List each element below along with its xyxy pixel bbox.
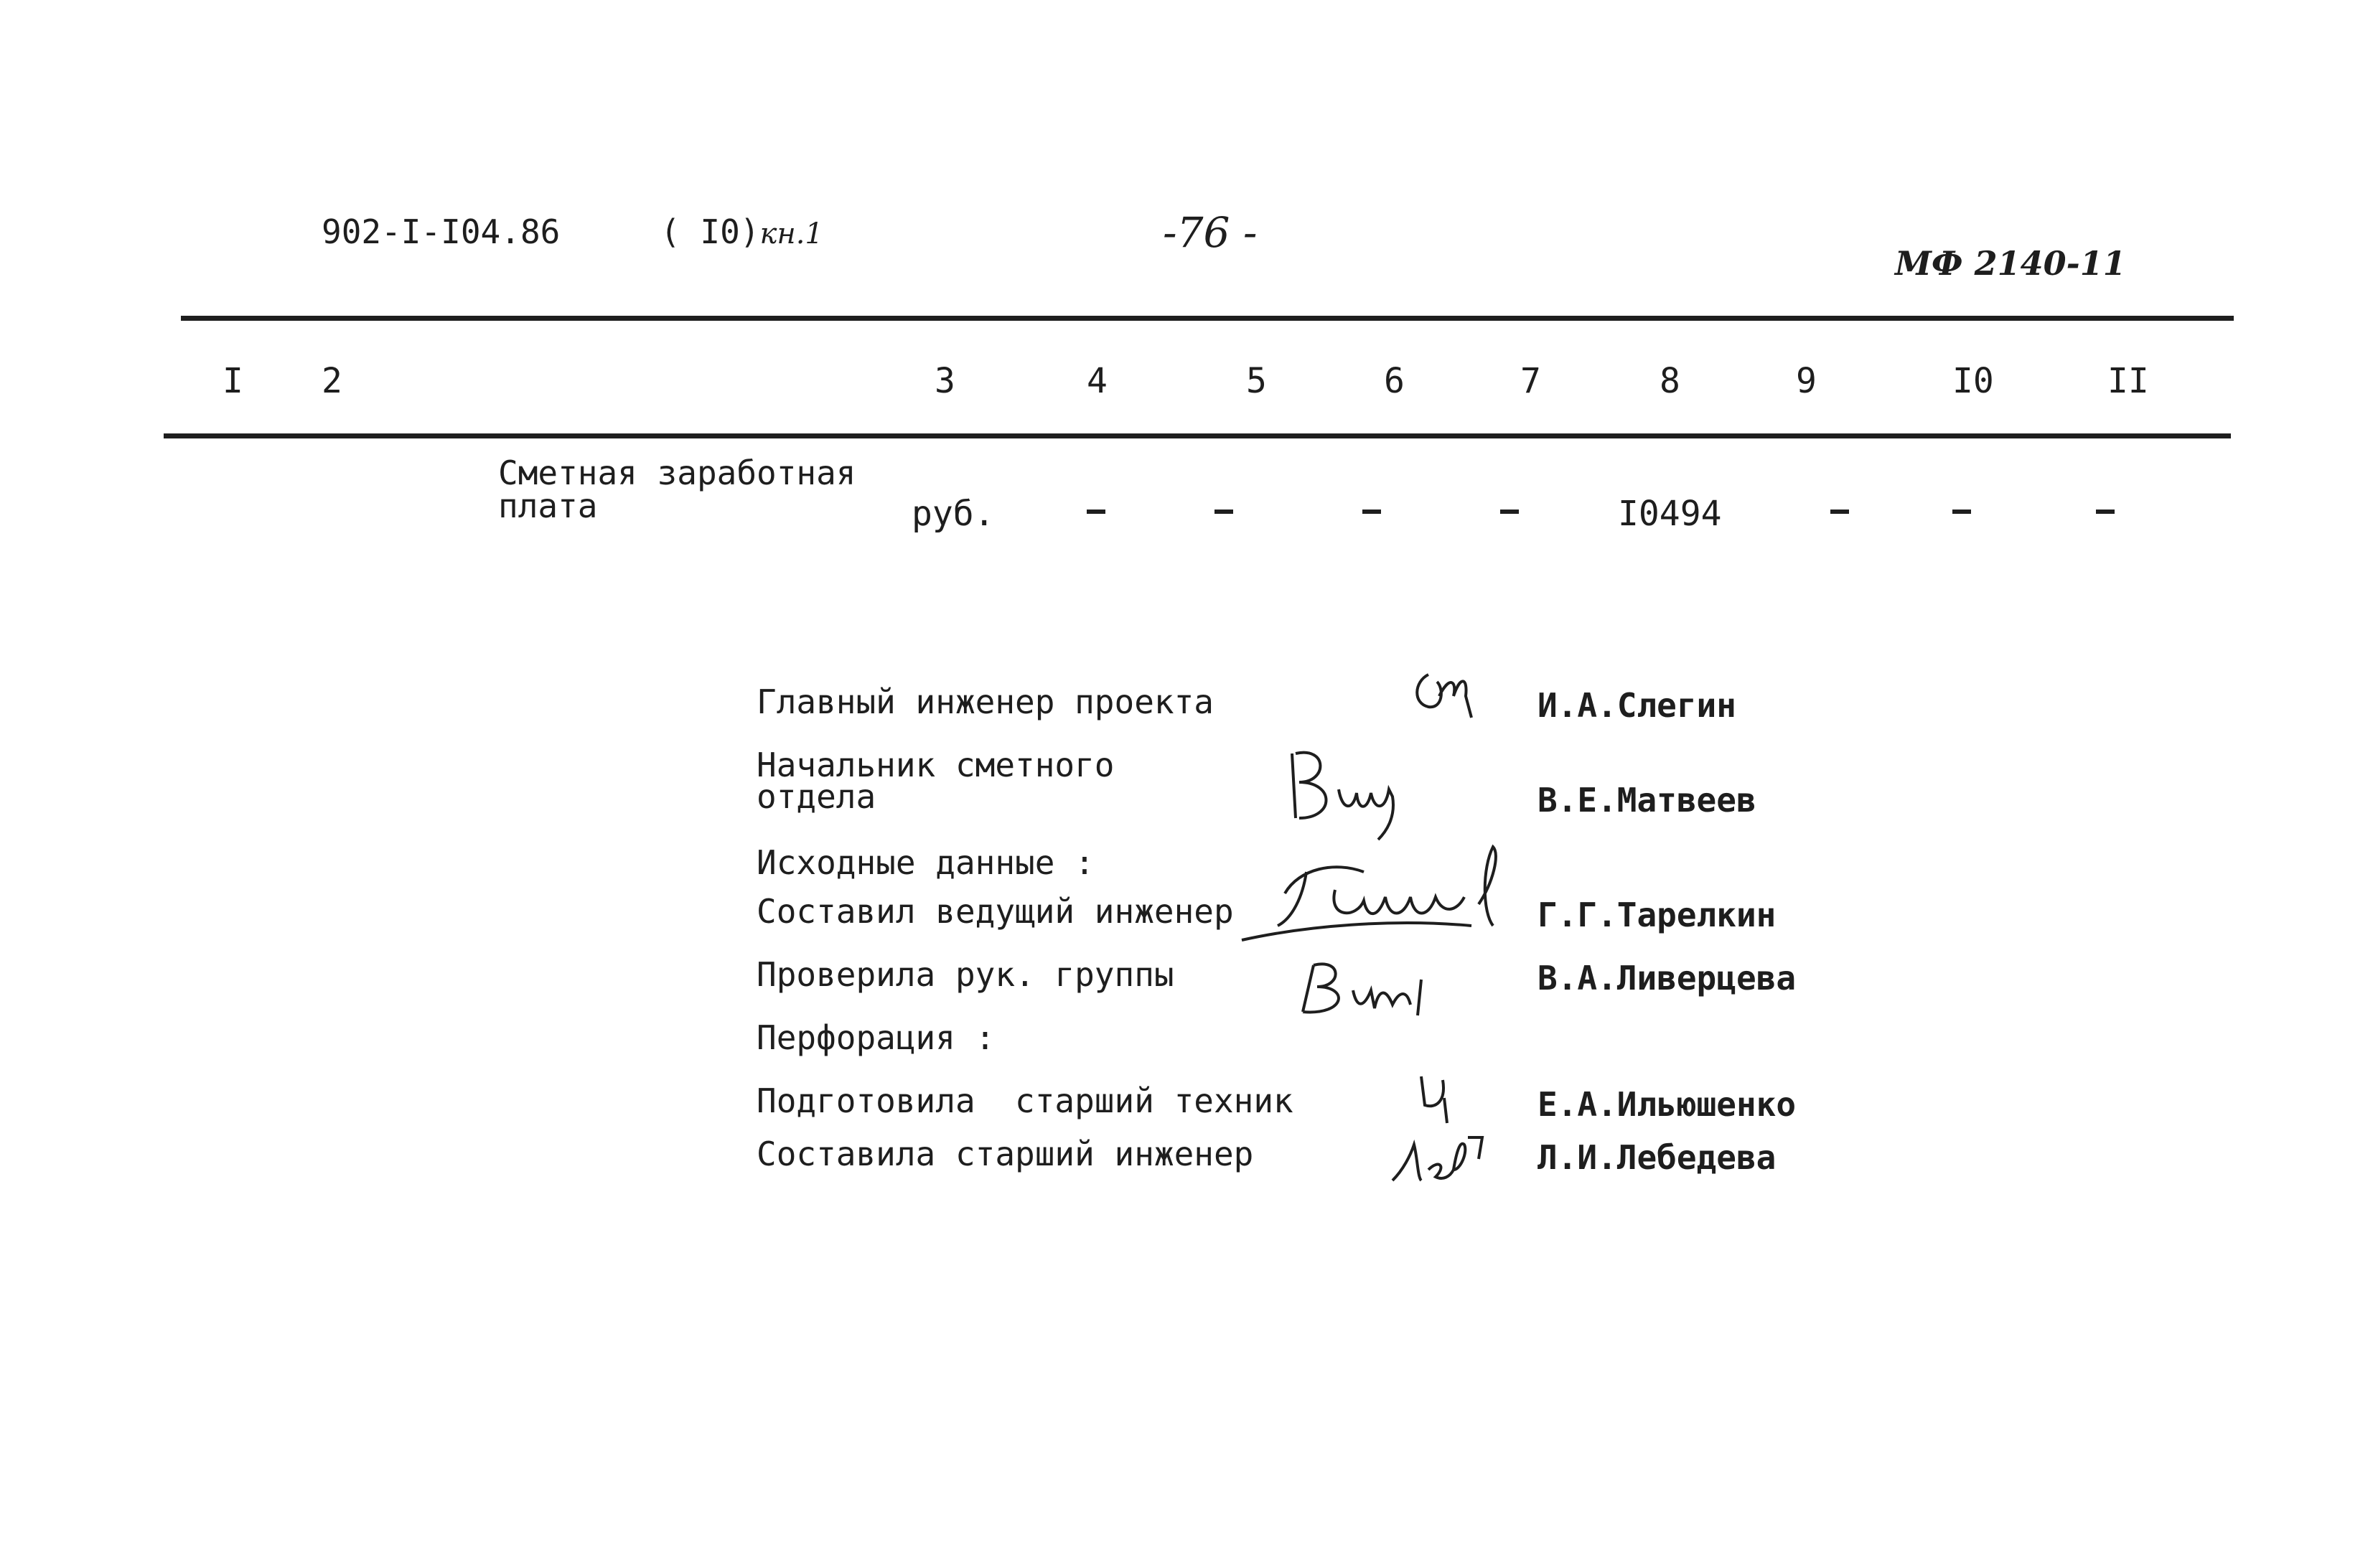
- column-header-3: 3: [935, 361, 955, 401]
- sig-role-senior-engineer: Составила старший инженер: [757, 1135, 1254, 1173]
- sig-role-estimate-head: [757, 746, 1115, 816]
- sig-role-estimate-head-line1: Начальник сметного: [757, 746, 1115, 784]
- sig-name-senior-engineer: Л.И.Лебедева: [1537, 1138, 1777, 1177]
- signature-mark-group-lead: [1292, 947, 1450, 1026]
- sig-section-source-data: Исходные данные :: [757, 843, 1095, 882]
- row-col4: [1087, 510, 1105, 514]
- sig-role-estimate-head-line2: отдела: [757, 777, 876, 816]
- archive-stamp: МФ 2140-11: [1895, 244, 2126, 283]
- document-code: 902-I-I04.86: [322, 212, 561, 251]
- column-header-6: 6: [1384, 361, 1405, 401]
- column-header-8: 8: [1660, 361, 1680, 401]
- signature-mark-estimate-head: [1270, 739, 1414, 847]
- column-header-9: 9: [1796, 361, 1817, 401]
- signature-mark-senior-technician: [1407, 1069, 1464, 1127]
- page-number: -76 -: [1163, 208, 1258, 257]
- row-col11: [2096, 510, 2115, 514]
- column-header-10: I0: [1952, 361, 1994, 401]
- sig-role-group-lead: Проверила рук. группы: [757, 955, 1174, 994]
- row-name-line1: Сметная заработная: [498, 454, 856, 492]
- volume-label: [660, 212, 823, 251]
- column-header-4: 4: [1087, 361, 1108, 401]
- sig-role-lead-engineer: Составил ведущий инженер: [757, 892, 1234, 931]
- signature-mark-senior-engineer: [1378, 1127, 1486, 1191]
- column-header-11: II: [2107, 361, 2149, 401]
- row-col7: [1500, 510, 1519, 514]
- signature-mark-lead-engineer: [1235, 840, 1536, 962]
- sig-section-perforation: Перфорация :: [757, 1018, 996, 1057]
- row-name-line2: плата: [498, 487, 598, 525]
- row-col5: [1214, 510, 1233, 514]
- table-row: [498, 454, 856, 525]
- sig-name-senior-technician: Е.А.Ильюшенко: [1537, 1085, 1797, 1124]
- volume-note: кн.1: [759, 217, 823, 250]
- row-col10: [1952, 510, 1971, 514]
- volume-number: ( I0): [660, 212, 760, 251]
- sig-name-chief-engineer: И.А.Слегин: [1537, 686, 1736, 725]
- table-header-rule: [164, 433, 2231, 438]
- column-header-2: 2: [322, 361, 342, 401]
- column-header-7: 7: [1520, 361, 1541, 401]
- column-header-5: 5: [1246, 361, 1267, 401]
- sig-name-lead-engineer: Г.Г.Тарелкин: [1537, 896, 1777, 934]
- row-col9: [1830, 510, 1849, 514]
- sig-role-senior-technician: Подготовила старший техник: [757, 1081, 1293, 1120]
- sig-role-chief-engineer: Главный инженер проекта: [757, 682, 1214, 721]
- row-unit: руб.: [912, 494, 995, 534]
- column-header-1: I: [223, 361, 243, 401]
- row-col8: I0494: [1618, 494, 1722, 534]
- sig-name-group-lead: В.А.Ливерцева: [1537, 959, 1797, 997]
- table-top-rule: [181, 316, 2234, 321]
- row-col6: [1362, 510, 1381, 514]
- sig-name-estimate-head: В.Е.Матвеев: [1537, 781, 1756, 820]
- signature-mark-chief-engineer: [1400, 646, 1486, 732]
